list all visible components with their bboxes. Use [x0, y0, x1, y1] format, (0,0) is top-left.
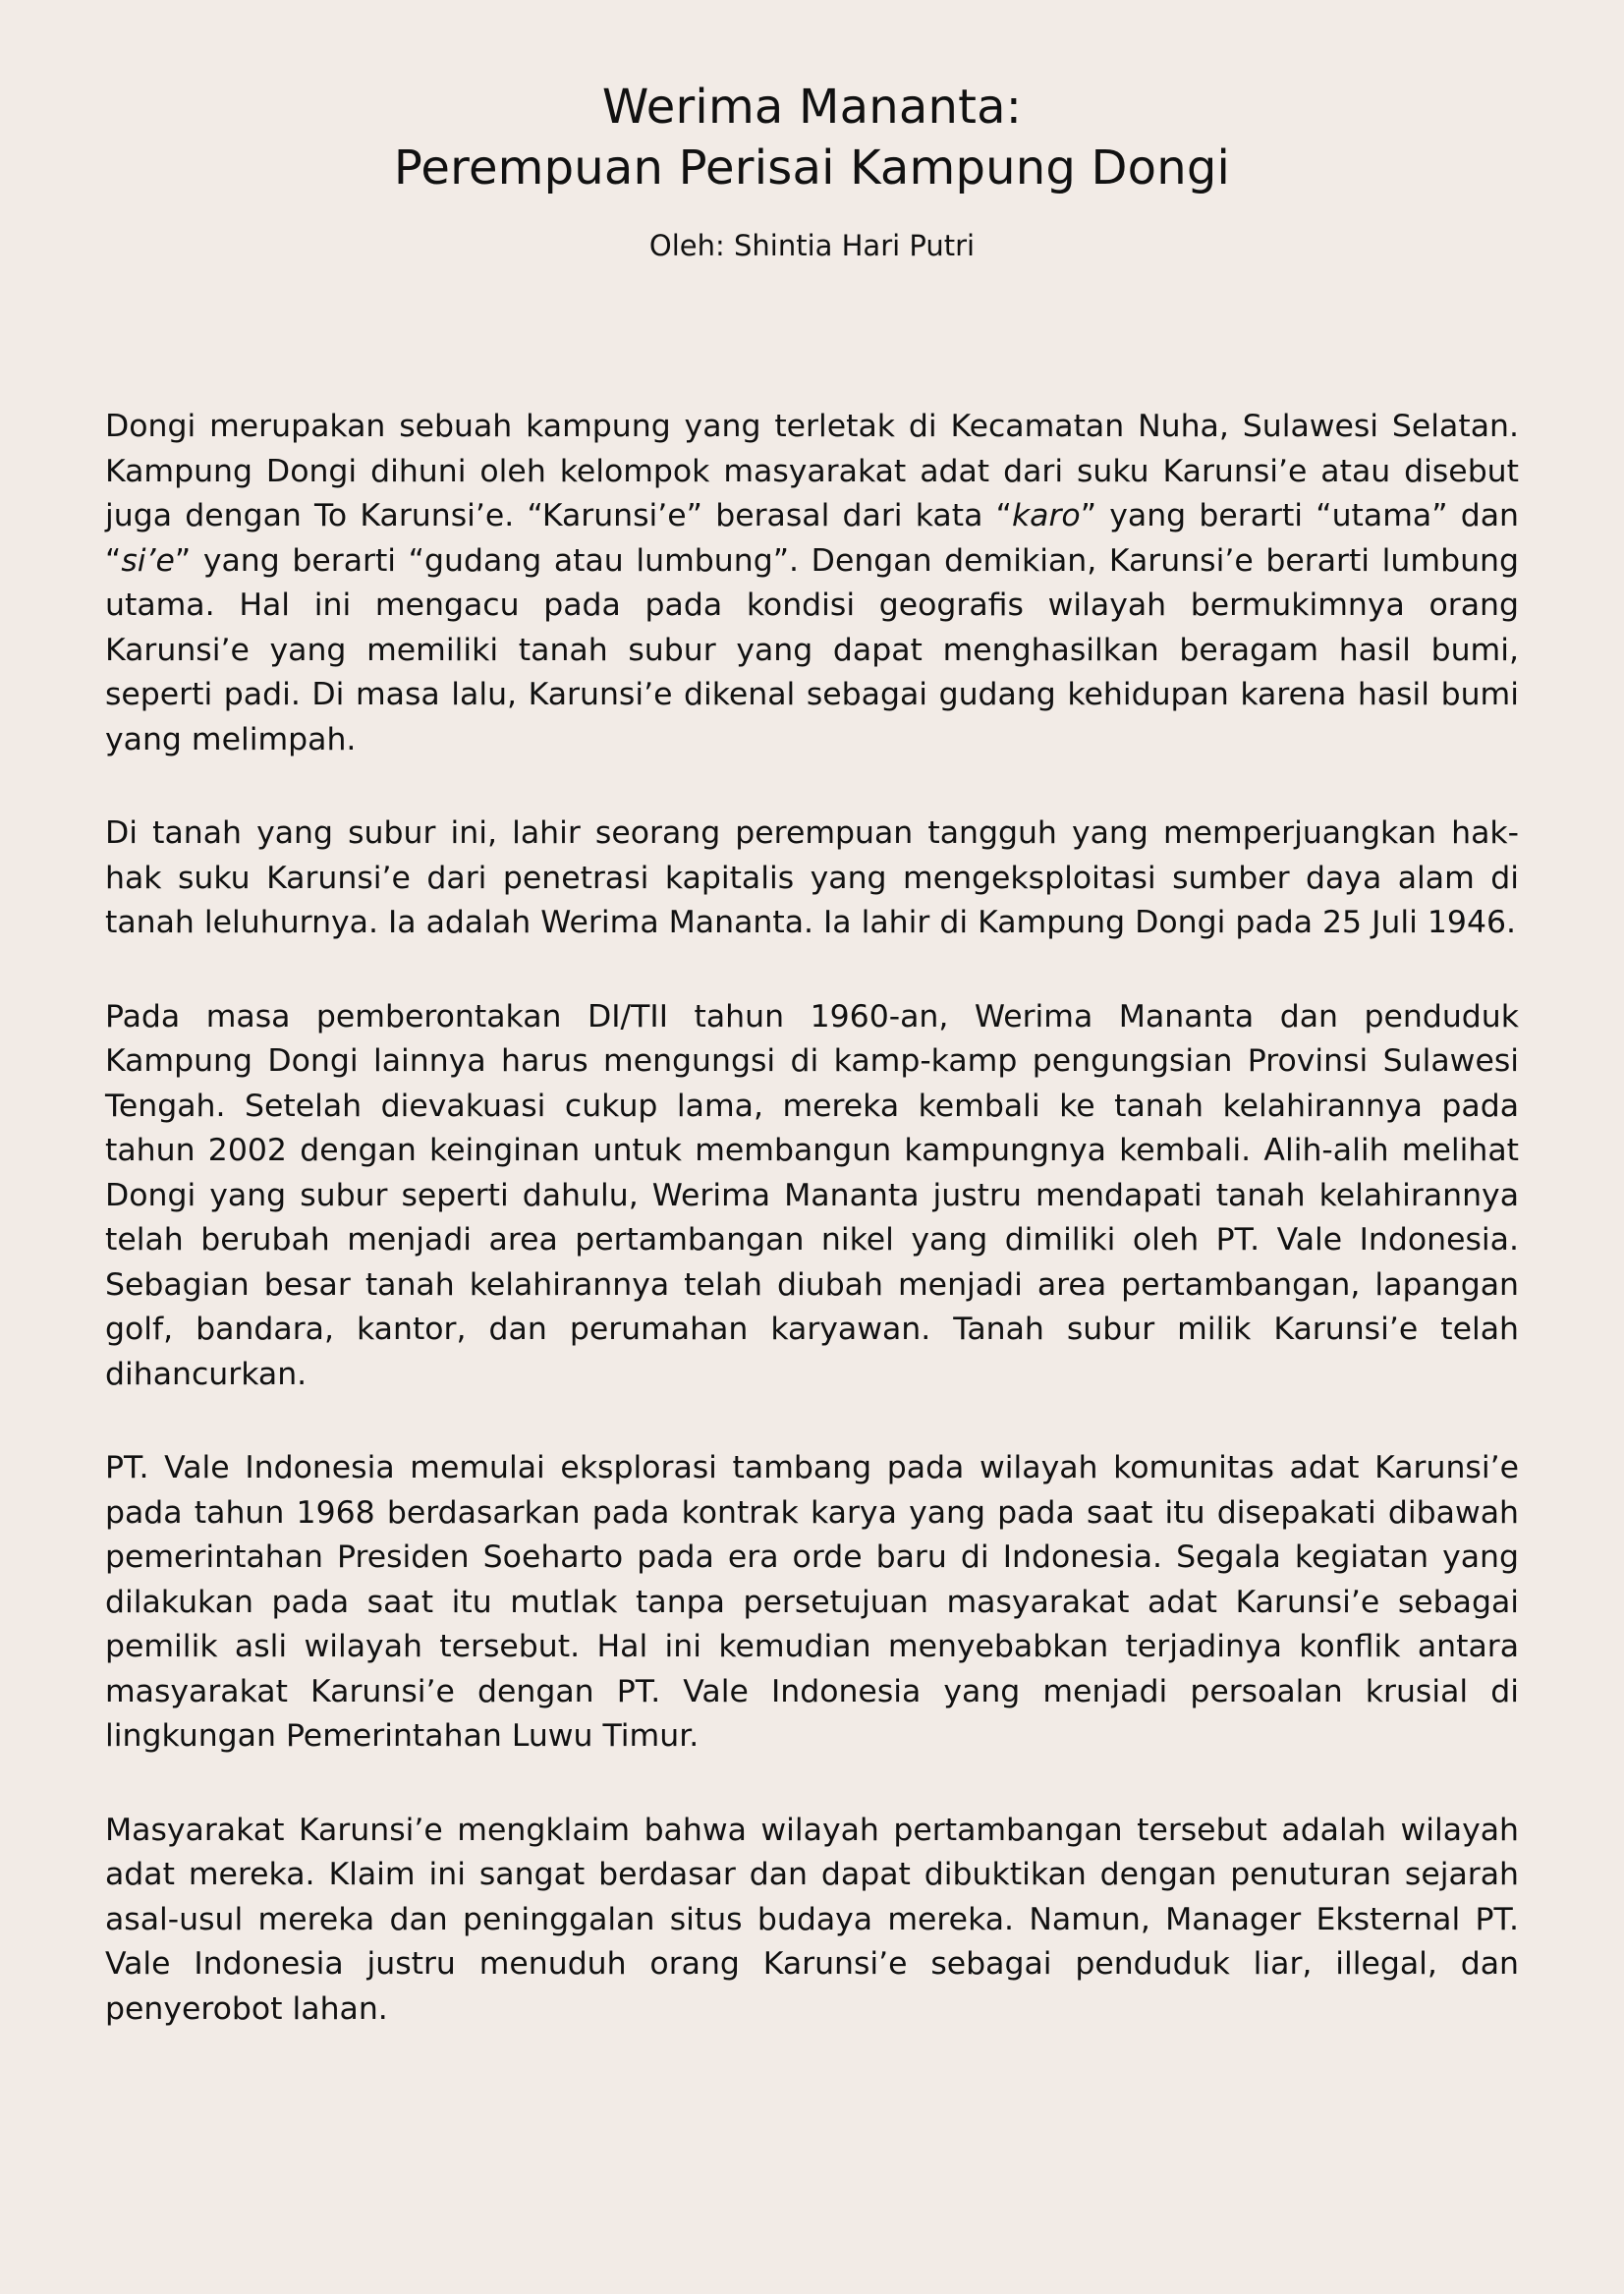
paragraph-1-italic-sie: si’e: [121, 542, 175, 579]
title-line-1: Werima Mananta:: [601, 80, 1023, 135]
paragraph-1-text-c: ” yang berarti “gudang atau lumbung”. Dengan demikian, Karunsi’e berarti lumbung utama. Hal ini mengacu pada pada kondisi geografis wilayah bermukimnya orang Karunsi’e yang memiliki tanah subur yang dapat menghasilkan beragam hasil bumi, seperti padi. Di masa lalu, Karunsi’e dikenal sebagai gudang kehidupan karena hasil bumi yang melimpah.: [105, 542, 1519, 757]
paragraph-1-text-b: ” yang berarti “utama” dan “: [105, 498, 1519, 579]
paragraph-1-italic-karo: karo: [1011, 498, 1081, 533]
paragraph-3: Pada masa pemberontakan DI/TII tahun 1960-an, Werima Mananta dan penduduk Kampung Dongi lainnya harus mengungsi di kamp-kamp pengungsian Provinsi Sulawesi Tengah. Setelah dievakuasi cukup lama, mereka kembali ke tanah kelahirannya pada tahun 2002 dengan keinginan untuk membangun kampungnya kembali. Alih-alih melihat Dongi yang subur seperti dahulu, Werima Mananta justru mendapati tanah kelahirannya telah berubah menjadi area pertambangan nikel yang dimiliki oleh PT. Vale Indonesia. Sebagian besar tanah kelahirannya telah diubah menjadi area pertambangan, lapangan golf, bandara, kantor, dan perumahan karyawan. Tanah subur milik Karunsi’e telah dihancurkan.: [105, 998, 1519, 1392]
article-body: [105, 405, 1519, 2032]
paragraph-5: Masyarakat Karunsi’e mengklaim bahwa wilayah pertambangan tersebut adalah wilayah adat mereka. Klaim ini sangat berdasar dan dapat dibuktikan dengan penuturan sejarah asal-usul mereka dan peninggalan situs budaya mereka. Namun, Manager Eksternal PT. Vale Indonesia justru menuduh orang Karunsi’e sebagai penduduk liar, illegal, dan penyerobot lahan.: [105, 1812, 1519, 2027]
paragraph-2: Di tanah yang subur ini, lahir seorang perempuan tangguh yang memperjuangkan hak-hak suku Karunsi’e dari penetrasi kapitalis yang mengeksploitasi sumber daya alam di tanah leluhurnya. Ia adalah Werima Mananta. Ia lahir di Kampung Dongi pada 25 Juli 1946.: [105, 815, 1519, 940]
title-line-2: Perempuan Perisai Kampung Dongi: [393, 140, 1231, 196]
paragraph-4: PT. Vale Indonesia memulai eksplorasi tambang pada wilayah komunitas adat Karunsi’e pada tahun 1968 berdasarkan pada kontrak karya yang pada saat itu disepakati dibawah pemerintahan Presiden Soeharto pada era orde baru di Indonesia. Segala kegiatan yang dilakukan pada saat itu mutlak tanpa persetujuan masyarakat adat Karunsi’e sebagai pemilik asli wilayah tersebut. Hal ini kemudian menyebabkan terjadinya konflik antara masyarakat Karunsi’e dengan PT. Vale Indonesia yang menjadi persoalan krusial di lingkungan Pemerintahan Luwu Timur.: [105, 1450, 1519, 1754]
article-title: [105, 0, 1519, 198]
paragraph-1-text-a: Dongi merupakan sebuah kampung yang terletak di Kecamatan Nuha, Sulawesi Selatan. Kampung Dongi dihuni oleh kelompok masyarakat adat dari suku Karunsi’e atau disebut juga dengan To Karunsi’e. “Karunsi’e” berasal dari kata “: [105, 409, 1519, 533]
author-byline: Oleh: Shintia Hari Putri: [648, 229, 976, 262]
paragraph-1: [105, 405, 1519, 762]
